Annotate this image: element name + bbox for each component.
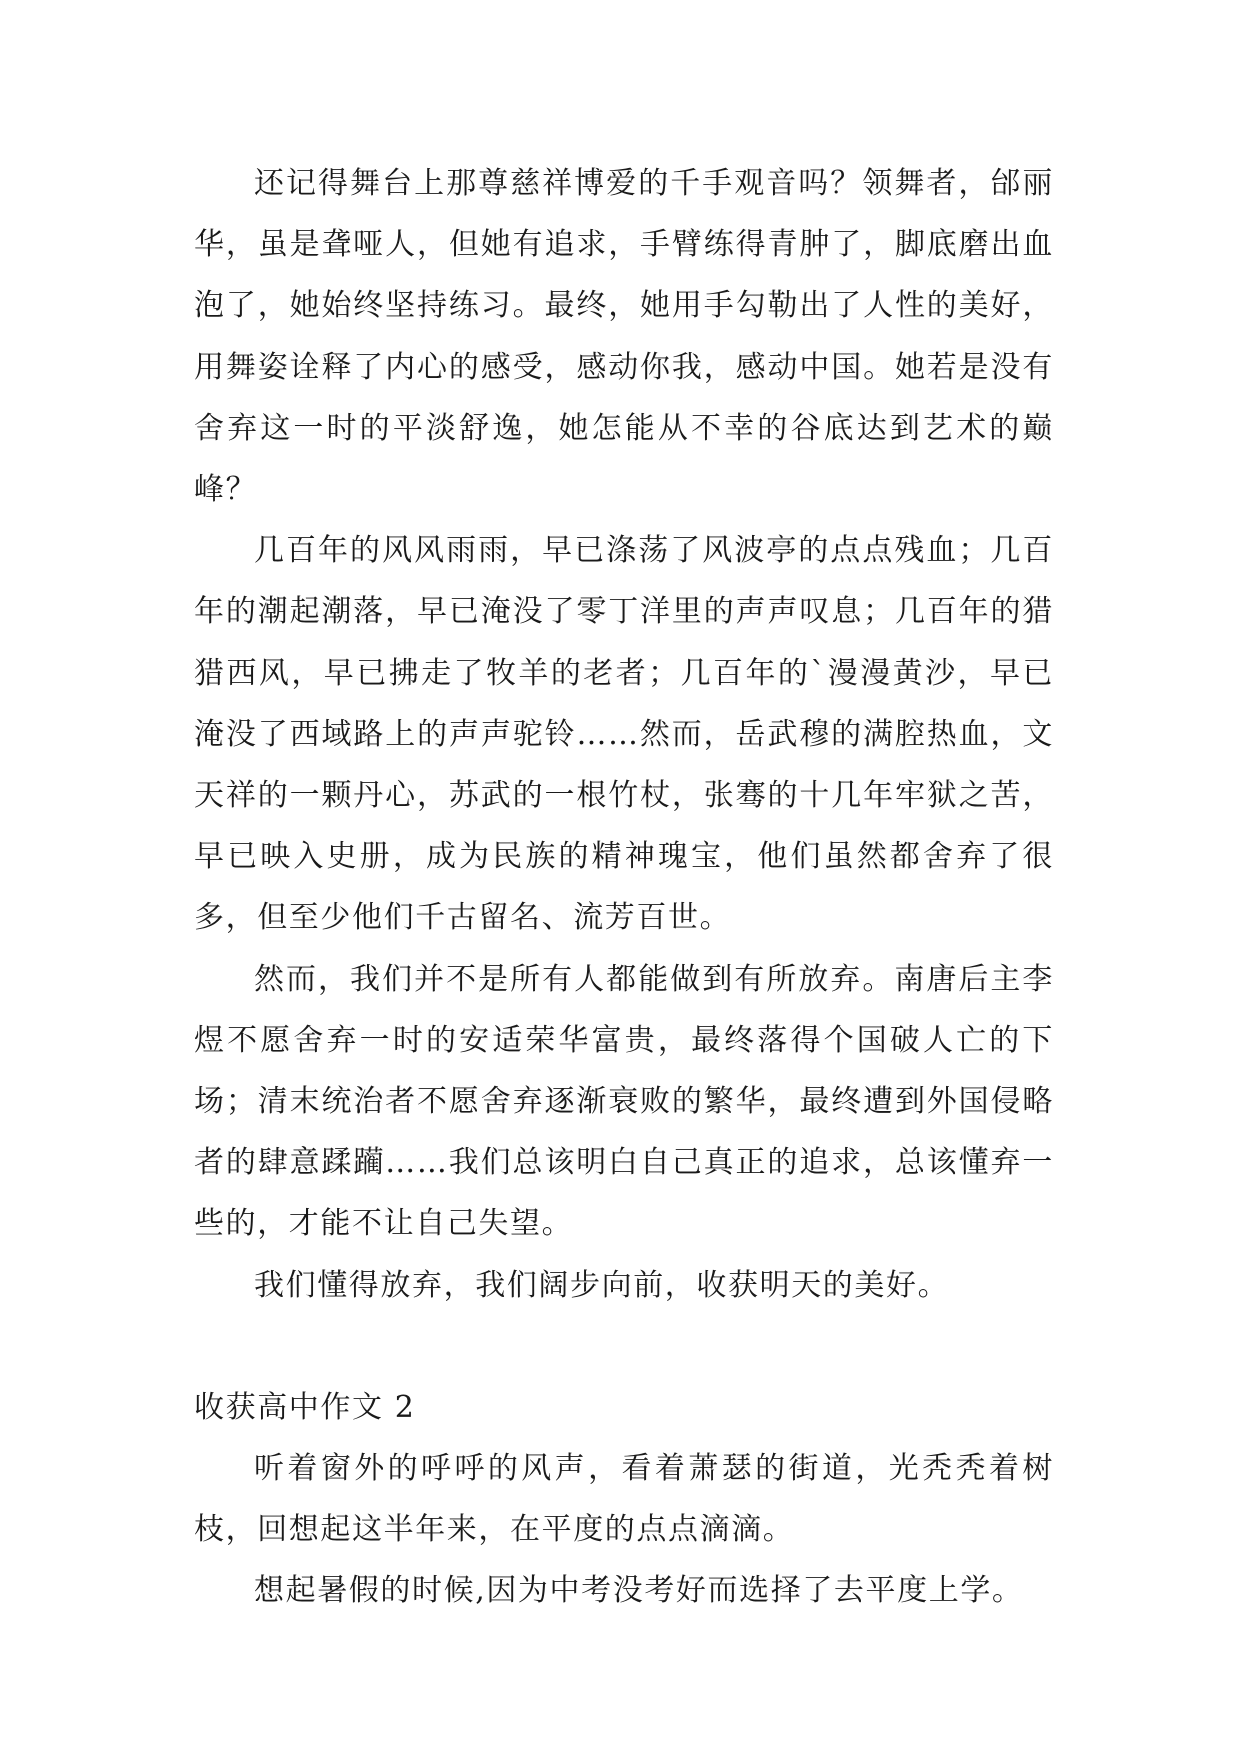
paragraph-1: 还记得舞台上那尊慈祥博爱的千手观音吗？领舞者，邰丽华，虽是聋哑人，但她有追求，手臂练得青肿了，脚底磨出血泡了，她始终坚持练习。最终，她用手勾勒出了人性的美好，用舞姿诠释了内心的感受，感动你我，感动中国。她若是没有舍弃这一时的平淡舒逸，她怎能从不幸的谷底达到艺术的巅峰？: [194, 166, 1054, 508]
paragraph-4: 我们懂得放弃，我们阔步向前，收获明天的美好。: [254, 1267, 950, 1303]
paragraph-3: 然而，我们并不是所有人都能做到有所放弃。南唐后主李煜不愿舍弃一时的安适荣华富贵，最终落得个国破人亡的下场；清末统治者不愿舍弃逐渐衰败的繁华，最终遭到外国侵略者的肆意蹂躏……我们总该明白自己真正的追求，总该懂弃一些的，才能不让自己失望。: [194, 961, 1054, 1242]
paragraph-6: 想起暑假的时候,因为中考没考好而选择了去平度上学。: [254, 1573, 1024, 1609]
paragraph-5: 听着窗外的呼呼的风声，看着萧瑟的街道，光秃秃着树枝，回想起这半年来，在平度的点点滴滴。: [194, 1451, 1054, 1548]
essay-heading: 收获高中作文 2: [194, 1389, 416, 1425]
paragraph-2: 几百年的风风雨雨，早已涤荡了风波亭的点点残血；几百年的潮起潮落，早已淹没了零丁洋里的声声叹息；几百年的猎猎西风，早已拂走了牧羊的老者；几百年的`漫漫黄沙，早已淹没了西域路上的声声驼铃……然而，岳武穆的满腔热血，文天祥的一颗丹心，苏武的一根竹杖，张骞的十几年牢狱之苦，早已映入史册，成为民族的精神瑰宝，他们虽然都舍弃了很多，但至少他们千古留名、流芳百世。: [194, 533, 1054, 936]
document-body: [194, 153, 1054, 1622]
section-spacer: [194, 1316, 1054, 1377]
